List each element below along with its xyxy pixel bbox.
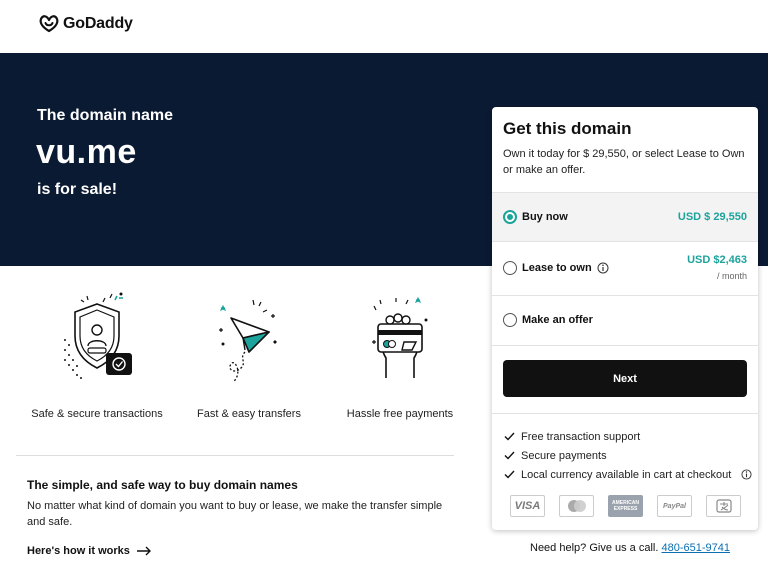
features-row bbox=[16, 290, 454, 430]
buy-now-radio[interactable] bbox=[503, 210, 517, 224]
hand-card-icon bbox=[360, 290, 440, 390]
feature-label: Fast & easy transfers bbox=[197, 408, 301, 420]
option-buy-now[interactable] bbox=[492, 192, 758, 241]
option-make-offer[interactable] bbox=[492, 295, 758, 345]
godaddy-logo[interactable] bbox=[38, 14, 133, 34]
checkmark-icon bbox=[504, 470, 515, 479]
hero-for-sale: is for sale! bbox=[37, 181, 118, 198]
payment-methods bbox=[510, 495, 741, 517]
how-it-works-label: Here's how it works bbox=[27, 545, 130, 557]
options-bottom-border bbox=[492, 345, 758, 346]
lease-label: Lease to own bbox=[522, 262, 592, 274]
godaddy-logo-icon bbox=[38, 14, 60, 34]
info-icon[interactable] bbox=[597, 262, 609, 274]
benefit-text: Local currency available in cart at checkout bbox=[521, 468, 732, 481]
section-divider bbox=[16, 455, 454, 456]
top-bar bbox=[0, 0, 768, 53]
brand-name: GoDaddy bbox=[63, 15, 133, 32]
arrow-right-icon bbox=[136, 546, 152, 556]
lease-label-wrap bbox=[522, 262, 609, 274]
help-text: Need help? Give us a call. bbox=[530, 542, 659, 554]
paper-plane-icon bbox=[209, 290, 289, 390]
info-icon[interactable] bbox=[741, 469, 752, 480]
buy-now-price: USD $ 29,550 bbox=[677, 211, 747, 223]
benefit-item bbox=[504, 446, 752, 465]
card-subtitle: Own it today for $ 29,550, or select Lease to Own or make an offer. bbox=[503, 148, 745, 176]
hero-intro: The domain name bbox=[37, 107, 174, 124]
alipay-glyph bbox=[716, 499, 732, 513]
domain-name: vu.me bbox=[36, 133, 137, 171]
lease-per-month: / month bbox=[716, 271, 747, 281]
benefits-list bbox=[504, 427, 752, 484]
visa-icon bbox=[510, 495, 545, 517]
info-title: The simple, and safe way to buy domain names bbox=[27, 478, 298, 492]
info-body: No matter what kind of domain you want to buy or lease, we make the transfer simple and safe. bbox=[27, 500, 443, 528]
offer-label: Make an offer bbox=[522, 314, 593, 326]
amex-text: AMERICAN EXPRESS bbox=[612, 500, 639, 512]
lease-radio[interactable] bbox=[503, 261, 517, 275]
mastercard-circles bbox=[565, 499, 589, 513]
help-line bbox=[530, 542, 730, 554]
how-it-works-link[interactable] bbox=[27, 545, 152, 557]
feature-payments bbox=[325, 290, 475, 420]
purchase-card bbox=[492, 107, 758, 530]
help-phone-link[interactable]: 480-651-9741 bbox=[661, 542, 730, 554]
feature-label: Safe & secure transactions bbox=[31, 408, 163, 420]
offer-radio[interactable] bbox=[503, 313, 517, 327]
card-divider bbox=[492, 413, 758, 414]
checkmark-icon bbox=[504, 451, 515, 460]
benefit-text: Secure payments bbox=[521, 449, 607, 462]
checkmark-icon bbox=[504, 432, 515, 441]
lease-price: USD $2,463 bbox=[687, 254, 747, 266]
visa-text: VISA bbox=[514, 500, 541, 512]
card-title: Get this domain bbox=[503, 119, 632, 138]
alipay-icon bbox=[706, 495, 741, 517]
benefit-item bbox=[504, 465, 752, 484]
feature-label: Hassle free payments bbox=[346, 408, 454, 420]
feature-secure bbox=[22, 290, 172, 420]
benefit-item bbox=[504, 427, 752, 446]
benefit-text: Free transaction support bbox=[521, 430, 641, 443]
option-lease-to-own[interactable] bbox=[492, 241, 758, 295]
feature-fast bbox=[174, 290, 324, 420]
paypal-icon bbox=[657, 495, 692, 517]
next-button[interactable]: Next bbox=[503, 360, 747, 397]
buy-now-label: Buy now bbox=[522, 211, 568, 223]
paypal-text: PayPal bbox=[663, 502, 686, 510]
shield-user-icon bbox=[57, 290, 137, 390]
amex-icon bbox=[608, 495, 643, 517]
mastercard-icon bbox=[559, 495, 594, 517]
